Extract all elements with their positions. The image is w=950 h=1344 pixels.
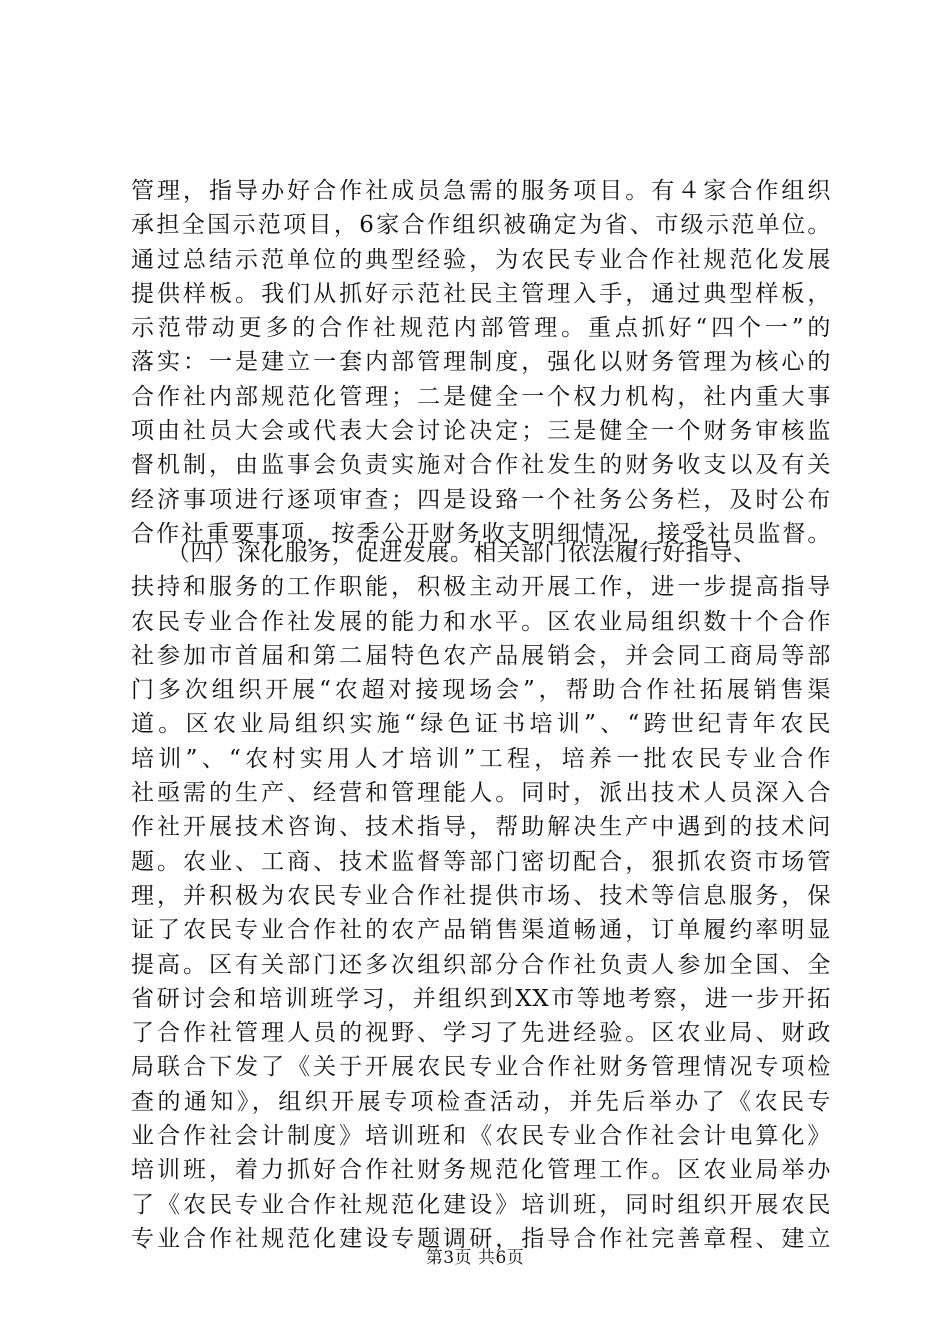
- text-line: 了《农民专业合作社规范化建设》培训班，同时组织开展农民: [131, 1191, 831, 1218]
- text-line: 业合作社会计制度》培训班和《农民专业合作社会计电算化》: [131, 1123, 831, 1150]
- text-line: 示范带动更多的合作社规范内部管理。重点抓好“四个一”的: [131, 315, 831, 342]
- text-line: 承担全国示范项目，6家合作组织被确定为省、市级示范单位。: [131, 212, 831, 239]
- text-line: 合作社内部规范化管理；二是健全一个权力机构，社内重大事: [131, 383, 831, 410]
- text-line: 查的通知》，组织开展专项检查活动，并先后举办了《农民专: [131, 1088, 831, 1115]
- text-line: 合作社重要事项，按季公开财务收支明细情况，接受社员监督。: [131, 520, 831, 547]
- text-line: 社亟需的生产、经营和管理能人。同时，派出技术人员深入合: [131, 780, 831, 807]
- text-line: 局联合下发了《关于开展农民专业合作社财务管理情况专项检: [131, 1054, 831, 1081]
- text-line: 农民专业合作社发展的能力和水平。区农业局组织数十个合作: [131, 608, 831, 635]
- text-line: 管理，指导办好合作社成员急需的服务项目。有４家合作组织: [131, 178, 831, 204]
- text-line: 扶持和服务的工作职能，积极主动开展工作，进一步提高指导: [131, 574, 831, 601]
- paragraph-1: [131, 174, 831, 551]
- text-line: 题。农业、工商、技术监督等部门密切配合，狠抓农资市场管: [131, 848, 831, 875]
- text-line: 专业合作社规范化建设专题调研，指导合作社完善章程、建立: [131, 1225, 831, 1252]
- text-line: 经济事项进行逐项审查；四是设臵一个社务公务栏，及时公布: [131, 486, 831, 513]
- text-line: 提高。区有关部门还多次组织部分合作社负责人参加全国、全: [131, 951, 831, 978]
- text-line: 督机制，由监事会负责实施对合作社发生的财务收支以及有关: [131, 452, 831, 479]
- text-line: 培训”、“农村实用人才培训”工程，培养一批农民专业合作: [131, 745, 831, 772]
- text-line: 项由社员大会或代表大会讨论决定；三是健全一个财务审核监: [131, 418, 831, 445]
- text-line: 道。区农业局组织实施“绿色证书培训”、“跨世纪青年农民: [131, 711, 831, 738]
- text-line: 证了农民专业合作社的农产品销售渠道畅通，订单履约率明显: [131, 917, 831, 944]
- text-line: 落实：一是建立一套内部管理制度，强化以财务管理为核心的: [131, 349, 831, 376]
- text-line: 理，并积极为农民专业合作社提供市场、技术等信息服务，保: [131, 882, 831, 909]
- text-line: 提供样板。我们从抓好示范社民主管理入手，通过典型样板，: [131, 280, 831, 307]
- paragraph-2: [131, 536, 831, 1256]
- text-line: 省研讨会和培训班学习，并组织到XX市等地考察，进一步开拓: [131, 985, 831, 1012]
- text-line: 通过总结示范单位的典型经验，为农民专业合作社规范化发展: [131, 246, 831, 273]
- page-footer: 第3页 共6页: [425, 1248, 525, 1268]
- text-line: 社参加市首届和第二届特色农产品展销会，并会同工商局等部: [131, 642, 831, 669]
- text-line: 培训班，着力抓好合作社财务规范化管理工作。区农业局举办: [131, 1157, 831, 1184]
- text-line: （四）深化服务，促进发展。相关部门依法履行好指导、: [131, 540, 757, 566]
- text-line: 作社开展技术咨询、技术指导，帮助解决生产中遇到的技术问: [131, 814, 831, 841]
- text-line: 了合作社管理人员的视野、学习了先进经验。区农业局、财政: [131, 1020, 831, 1047]
- text-line: 门多次组织开展“农超对接现场会”，帮助合作社拓展销售渠: [131, 677, 831, 704]
